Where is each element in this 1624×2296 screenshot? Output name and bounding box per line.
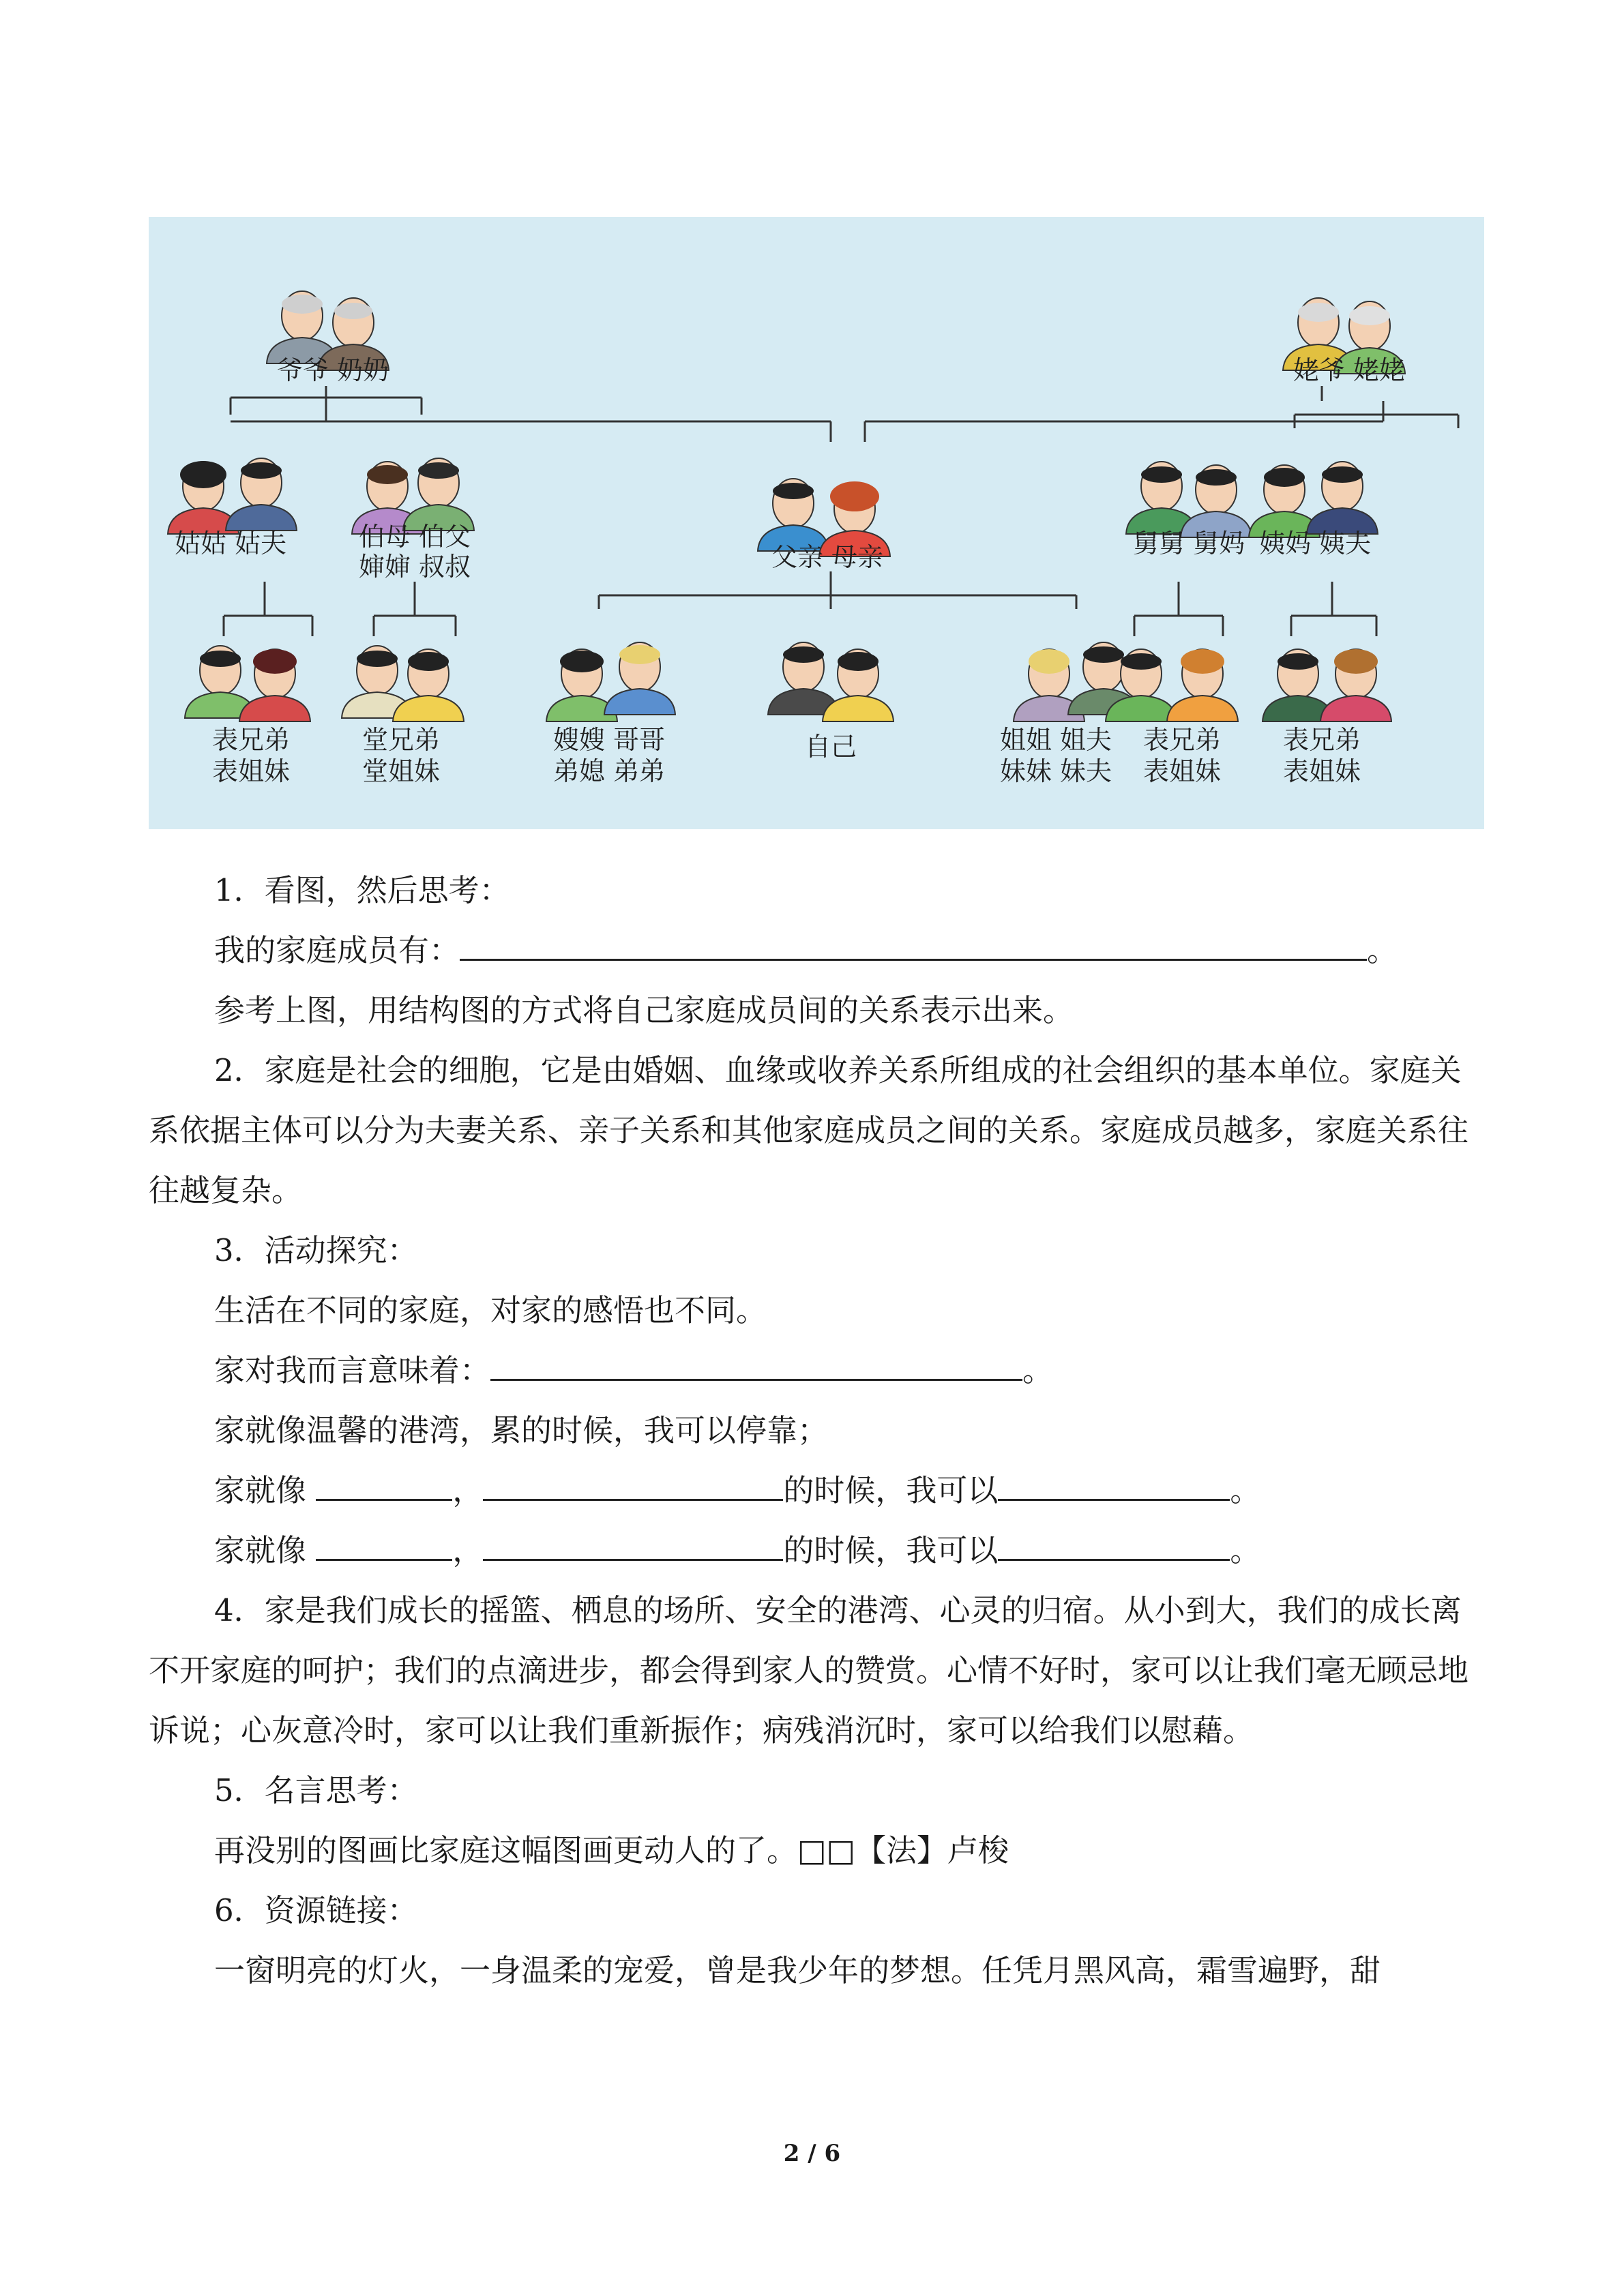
cousins-gu-figure — [185, 646, 310, 721]
item5-quote: 再没别的图画比家庭这幅图画更动人的了。□□【法】卢梭 — [214, 1832, 1009, 1868]
fill2-blank-3[interactable] — [998, 1527, 1230, 1561]
label-biaojiemei-1: 表姐妹 — [211, 756, 291, 786]
item1-title: 1．看图，然后思考： — [214, 872, 510, 908]
item6-text: 一窗明亮的灯火，一身温柔的宠爱，曾是我少年的梦想。任凭月黑风高，霜雪遍野，甜 — [214, 1952, 1381, 1988]
gugu-gufu-figure — [168, 458, 297, 534]
fill1-end: 。 — [1230, 1472, 1261, 1508]
item3-example-line: 家就像温馨的港湾，累的时候，我可以停靠； — [214, 1412, 829, 1448]
label-shenshen-shushu: 婶婶 叔叔 — [358, 552, 471, 582]
item3-meaning-end: 。 — [1022, 1352, 1054, 1388]
fill2-blank-1[interactable] — [316, 1527, 452, 1561]
item3-line1: 生活在不同的家庭，对家的感悟也不同。 — [214, 1292, 767, 1328]
item4-paragraph: 4．家是我们成长的摇篮、栖息的场所、安全的港湾、心灵的归宿。从小到大，我们的成长离不开家庭的呵护；我们的点滴进步，都会得到家人的赞赏。心情不好时，家可以让我们毫无顾忌地诉说；心灰意冷时，家可以让我们重新振作；病残消沉时，家可以给我们以慰藉。 — [149, 1592, 1469, 1748]
fill1-blank-1[interactable] — [316, 1467, 452, 1501]
fill2-a: 家就像 — [214, 1532, 307, 1568]
self-figure — [768, 642, 894, 721]
label-meimei-meifu: 妹妹 妹夫 — [999, 756, 1112, 786]
siblings-older-younger-brothers-figure — [546, 642, 675, 721]
page-number: 2 / 6 — [783, 2140, 841, 2167]
cousins-tang-figure — [342, 646, 464, 721]
item1-instruction: 参考上图，用结构图的方式将自己家庭成员间的关系表示出来。 — [214, 992, 1074, 1028]
label-fuqin-muqin: 父亲 母亲 — [771, 542, 884, 572]
label-biaojiemei-3: 表姐妹 — [1282, 756, 1361, 786]
label-sasao-gege: 嫂嫂 哥哥 — [552, 725, 666, 755]
label-biaojiemei-2: 表姐妹 — [1142, 756, 1222, 786]
label-yeye-nainai: 爷爷 奶奶 — [276, 355, 389, 385]
item1-members-end: 。 — [1367, 932, 1398, 968]
fill1-blank-3[interactable] — [998, 1467, 1230, 1501]
fill1-a: 家就像 — [214, 1472, 307, 1508]
label-biaoxiongdi-3: 表兄弟 — [1282, 725, 1361, 755]
yima-yifu-figure — [1249, 462, 1378, 537]
fill2-blank-2[interactable] — [483, 1527, 783, 1561]
item1-members-label: 我的家庭成员有： — [214, 932, 460, 968]
item3-fill-line-2 — [149, 1521, 1484, 1581]
fill2-comma: ， — [452, 1532, 484, 1568]
label-dixi-didi: 弟媳 弟弟 — [552, 756, 666, 786]
family-tree-diagram — [149, 217, 1484, 829]
label-biaoxiongdi-2: 表兄弟 — [1142, 725, 1222, 755]
item2-paragraph: 2．家庭是社会的细胞，它是由婚姻、血缘或收养关系所组成的社会组织的基本单位。家庭关系依据主体可以分为夫妻关系、亲子关系和其他家庭成员之间的关系。家庭成员越多，家庭关系往往越复杂。 — [149, 1052, 1469, 1208]
label-jiujiu-jiuma: 舅舅 舅妈 — [1132, 528, 1245, 558]
family-tree-figure — [149, 217, 1484, 829]
label-yima-yifu: 姨妈 姨夫 — [1258, 528, 1372, 558]
label-tangxiongdi: 堂兄弟 — [361, 725, 441, 755]
fill2-end: 。 — [1230, 1532, 1261, 1568]
fill1-b: 的时候，我可以 — [783, 1472, 999, 1508]
fill1-comma: ， — [452, 1472, 484, 1508]
document-body — [149, 861, 1484, 2001]
item3-meaning-label: 家对我而言意味着： — [214, 1352, 491, 1388]
item3-meaning-line — [149, 1341, 1484, 1401]
meaning-blank[interactable] — [490, 1347, 1022, 1381]
label-tangjiemei: 堂姐妹 — [361, 756, 441, 786]
item3-title: 3．活动探究： — [214, 1232, 418, 1268]
label-ziji: 自己 — [804, 732, 857, 762]
item3-fill-line-1 — [149, 1461, 1484, 1521]
item5-title: 5．名言思考： — [214, 1772, 418, 1808]
cousins-yi-figure — [1263, 649, 1391, 721]
label-gugu-gufu: 姑姑 姑夫 — [174, 528, 287, 558]
label-biaoxiongdi-1: 表兄弟 — [211, 725, 291, 755]
members-blank[interactable] — [460, 927, 1367, 961]
jiujiu-jiuma-figure — [1126, 462, 1252, 537]
item1-members-line — [149, 921, 1484, 981]
cousins-jiu-figure — [1106, 649, 1238, 721]
item6-title: 6．资源链接： — [214, 1892, 418, 1928]
fill1-blank-2[interactable] — [483, 1467, 783, 1501]
label-bomu-bofu: 伯母 伯父 — [358, 522, 471, 552]
fill2-b: 的时候，我可以 — [783, 1532, 999, 1568]
label-jiejie-jiefu: 姐姐 姐夫 — [999, 725, 1112, 755]
label-laoye-laolao: 姥爷 姥姥 — [1293, 355, 1406, 385]
